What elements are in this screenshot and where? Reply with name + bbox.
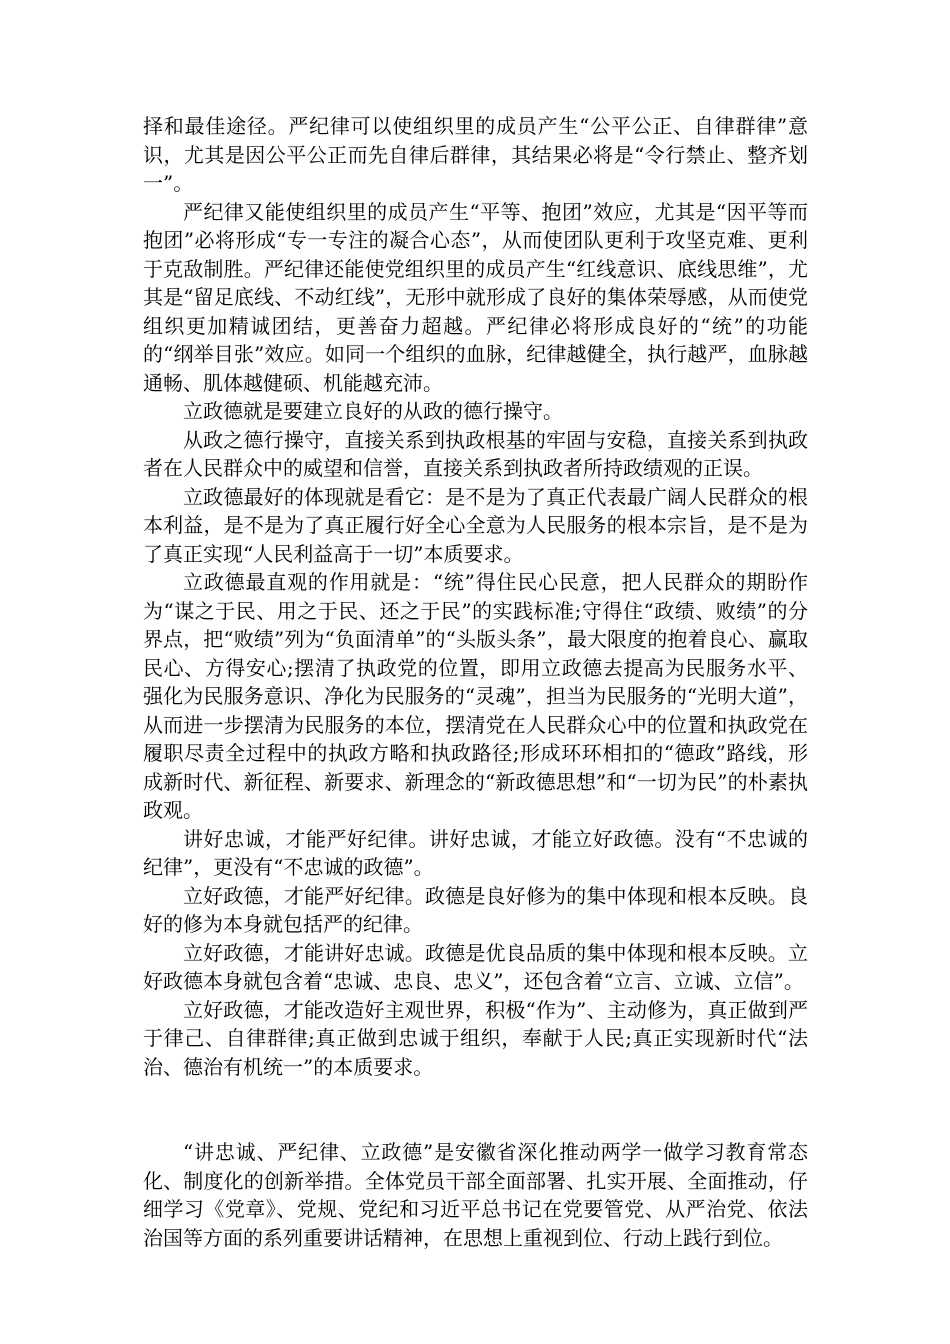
paragraph-direct-effect: 立政德最直观的作用就是：“统”得住民心民意，把人民群众的期盼作为“谋之于民、用之于民、还之于民”的实践标准;守得住“政绩、败绩”的分界点，把“败绩”列为“负面清单”的“头版头条”，最大限度的抱着良心、赢取民心、方得安心;摆清了执政党的位置，即用立政德去提高为民服务水平、强化为民服务意识、净化为民服务的“灵魂”，担当为民服务的“光明大道”，从而进一步摆清为民服务的本位，摆清党在人民群众心中的位置和执政党在履职尽责全过程中的执政方略和执政路径;形成环环相扣的“德政”路线，形成新时代、新征程、新要求、新理念的“新政德思想”和“一切为民”的朴素执政观。 — [143, 570, 808, 822]
paragraph-conduct-of-governance: 从政之德行操守，直接关系到执政根基的牢固与安稳，直接关系到执政者在人民群众中的威望和信誉，直接关系到执政者所持政绩观的正误。 — [143, 427, 808, 480]
paragraph-political-virtue-definition: 立政德就是要建立良好的从政的德行操守。 — [183, 399, 563, 423]
paragraph-best-embodiment: 立政德最好的体现就是看它：是不是为了真正代表最广阔人民群众的根本利益，是不是为了真正履行好全心全意为人民服务的根本宗旨，是不是为了真正实现“人民利益高于一切”本质要求。 — [143, 484, 808, 566]
paragraph-continued: 择和最佳途径。严纪律可以使组织里的成员产生“公平公正、自律群律”意识，尤其是因公平公正而先自律后群律，其结果必将是“令行禁止、整齐划一”。 — [143, 114, 808, 195]
paragraph-conclusion: “讲忠诚、严纪律、立政德”是安徽省深化推动两学一做学习教育常态化、制度化的创新举措。全体党员干部全面部署、扎实开展、全面推动，仔细学习《党章》、党规、党纪和习近平总书记在党要管党、从严治党、依法治国等方面的系列重要讲话精神，在思想上重视到位、行动上践行到位。 — [143, 1140, 808, 1250]
paragraph-loyalty: 讲好忠诚，才能严好纪律。讲好忠诚，才能立好政德。没有“不忠诚的纪律”，更没有“不忠诚的政德”。 — [143, 826, 808, 879]
paragraph-spacer — [143, 1081, 808, 1138]
paragraph-virtue-and-discipline: 立好政德，才能严好纪律。政德是良好修为的集中体现和根本反映。良好的修为本身就包括严的纪律。 — [143, 883, 808, 936]
paragraph-strict-discipline-effects: 严纪律又能使组织里的成员产生“平等、抱团”效应，尤其是“因平等而抱团”必将形成“专一专注的凝合心态”，从而使团队更利于攻坚克难、更利于克敌制胜。严纪律还能使党组织里的成员产生“红线意识、底线思维”，尤其是“留足底线、不动红线”，无形中就形成了良好的集体荣辱感，从而使党组织更加精诚团结，更善奋力超越。严纪律必将形成良好的“统”的功能的“纲举目张”效应。如同一个组织的血脉，纪律越健全，执行越严，血脉越通畅、肌体越健硕、机能越充沛。 — [143, 199, 808, 395]
paragraph-virtue-and-loyalty: 立好政德，才能讲好忠诚。政德是优良品质的集中体现和根本反映。立好政德本身就包含着“忠诚、忠良、忠义”，还包含着“立言、立诚、立信”。 — [143, 940, 808, 993]
document-body — [143, 112, 808, 1252]
paragraph-subjective-world: 立好政德，才能改造好主观世界，积极“作为”、主动修为，真正做到严于律己、自律群律;真正做到忠诚于组织，奉献于人民;真正实现新时代“法治、德治有机统一”的本质要求。 — [143, 997, 808, 1079]
